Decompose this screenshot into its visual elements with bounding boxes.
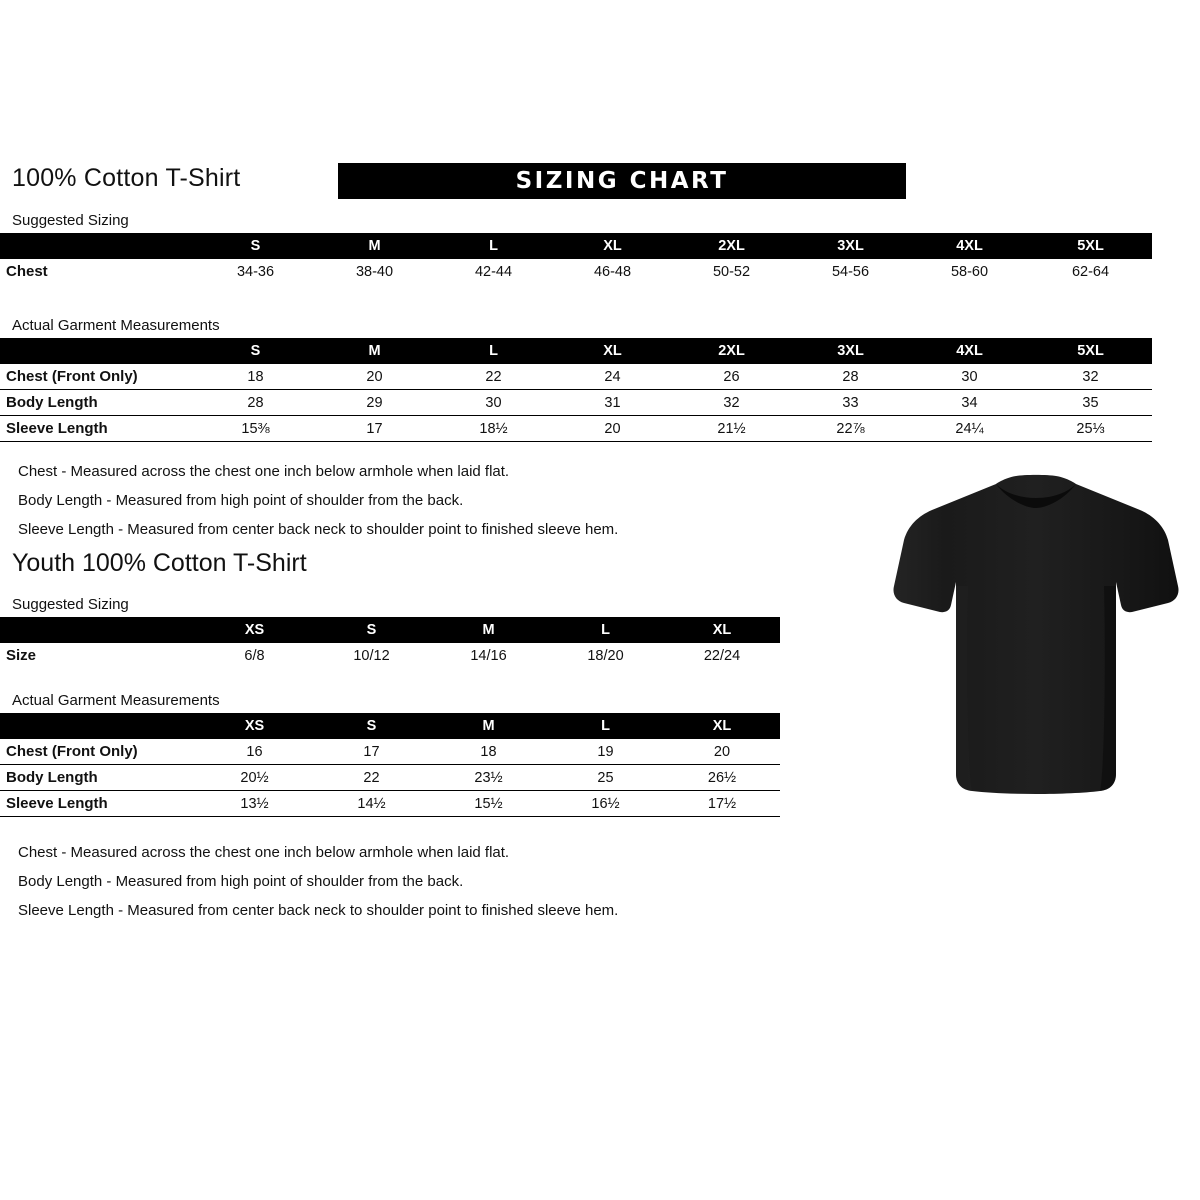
table-row [0, 416, 1152, 442]
col-header: S [366, 718, 377, 734]
col-header: XS [244, 622, 265, 638]
cell: 42-44 [474, 263, 513, 280]
cell: 34-36 [236, 263, 275, 280]
cell: 22 [313, 765, 430, 791]
youth-suggested-caption: Suggested Sizing [12, 596, 129, 613]
cell: 29 [315, 390, 434, 416]
cell: 14/16 [470, 647, 507, 664]
cell: 35 [1029, 390, 1152, 416]
table-header-row [0, 233, 1152, 259]
cell: 20 [553, 416, 672, 442]
sizing-chart-banner-label: SIZING CHART [515, 168, 729, 194]
cell: 18/20 [587, 647, 624, 664]
col-header [0, 233, 196, 259]
row-label: Chest (Front Only) [0, 739, 196, 765]
youth-actual-table [0, 713, 780, 817]
cell: 13½ [196, 791, 313, 817]
adult-note-body-length: Body Length - Measured from high point of shoulder from the back. [18, 492, 464, 509]
youth-section-title: Youth 100% Cotton T-Shirt [12, 549, 307, 577]
cell: 30 [910, 364, 1029, 390]
cell: 20 [315, 364, 434, 390]
cell: 25 [547, 765, 664, 791]
adult-actual-table [0, 338, 1152, 442]
table-header-row [0, 617, 780, 643]
col-header: L [489, 238, 498, 254]
col-header: 3XL [837, 343, 864, 359]
cell: 32 [672, 390, 791, 416]
cell: 26 [672, 364, 791, 390]
cell: 22⅞ [791, 416, 910, 442]
adult-note-chest: Chest - Measured across the chest one inch below armhole when laid flat. [18, 463, 510, 480]
cell: 34 [910, 390, 1029, 416]
cell: 18½ [434, 416, 553, 442]
col-header: M [368, 238, 381, 254]
product-image [892, 474, 1180, 810]
col-header: L [601, 718, 610, 734]
cell: 16½ [547, 791, 664, 817]
table-row [0, 364, 1152, 390]
cell: 15½ [430, 791, 547, 817]
youth-note-body-length: Body Length - Measured from high point of shoulder from the back. [18, 873, 464, 890]
col-header [0, 617, 196, 643]
col-header: L [489, 343, 498, 359]
cell: 25⅓ [1029, 416, 1152, 442]
cell: 14½ [313, 791, 430, 817]
youth-actual-caption: Actual Garment Measurements [12, 692, 220, 709]
col-header: 5XL [1077, 343, 1104, 359]
row-label: Body Length [0, 390, 196, 416]
table-header-row [0, 338, 1152, 364]
youth-note-sleeve-length: Sleeve Length - Measured from center back neck to shoulder point to finished sleeve hem. [18, 902, 619, 919]
cell: 20 [664, 739, 780, 765]
youth-note-chest: Chest - Measured across the chest one inch below armhole when laid flat. [18, 844, 510, 861]
row-label: Chest (Front Only) [0, 364, 196, 390]
cell: 16 [196, 739, 313, 765]
cell: 33 [791, 390, 910, 416]
sizing-chart-banner [338, 163, 906, 199]
col-header: 2XL [718, 343, 745, 359]
table-row [0, 739, 780, 765]
cell: 58-60 [950, 263, 989, 280]
col-header: S [366, 622, 377, 638]
col-header: M [482, 718, 495, 734]
cell: 22 [434, 364, 553, 390]
col-header: 5XL [1077, 238, 1104, 254]
row-label: Chest [6, 263, 48, 280]
table-row [0, 765, 780, 791]
black-t-shirt-icon [892, 474, 1180, 810]
youth-suggested-table [0, 617, 780, 668]
cell: 31 [553, 390, 672, 416]
cell: 18 [196, 364, 315, 390]
table-row [0, 791, 780, 817]
cell: 24¼ [910, 416, 1029, 442]
cell: 17½ [664, 791, 780, 817]
cell: 17 [313, 739, 430, 765]
col-header: 3XL [837, 238, 864, 254]
cell: 24 [553, 364, 672, 390]
cell: 22/24 [703, 647, 741, 664]
cell: 19 [547, 739, 664, 765]
table-row [0, 390, 1152, 416]
cell: 20½ [196, 765, 313, 791]
adult-suggested-caption: Suggested Sizing [12, 212, 129, 229]
col-header: 4XL [956, 238, 983, 254]
table-header-row [0, 713, 780, 739]
row-label: Body Length [0, 765, 196, 791]
cell: 26½ [664, 765, 780, 791]
col-header: L [601, 622, 610, 638]
col-header: XL [603, 238, 622, 254]
row-label: Sleeve Length [0, 416, 196, 442]
cell: 62-64 [1071, 263, 1110, 280]
cell: 38-40 [355, 263, 394, 280]
row-label: Sleeve Length [0, 791, 196, 817]
col-header: XL [712, 622, 732, 638]
adult-suggested-table [0, 233, 1152, 284]
col-header: M [368, 343, 381, 359]
col-header [0, 338, 196, 364]
cell: 6/8 [244, 647, 265, 664]
col-header: 4XL [956, 343, 983, 359]
cell: 17 [315, 416, 434, 442]
col-header: M [482, 622, 495, 638]
col-header [0, 713, 196, 739]
row-label: Size [6, 647, 37, 664]
cell: 54-56 [831, 263, 870, 280]
cell: 15⅜ [196, 416, 315, 442]
cell: 50-52 [712, 263, 751, 280]
cell: 28 [196, 390, 315, 416]
cell: 18 [430, 739, 547, 765]
cell: 21½ [672, 416, 791, 442]
cell: 28 [791, 364, 910, 390]
adult-note-sleeve-length: Sleeve Length - Measured from center back neck to shoulder point to finished sleeve hem. [18, 521, 619, 538]
col-header: 2XL [718, 238, 745, 254]
col-header: XS [244, 718, 265, 734]
table-row [0, 259, 1152, 284]
col-header: XL [603, 343, 622, 359]
cell: 10/12 [353, 647, 390, 664]
cell: 46-48 [593, 263, 632, 280]
col-header: S [250, 238, 261, 254]
adult-section-title: 100% Cotton T-Shirt [12, 164, 241, 192]
col-header: S [250, 343, 261, 359]
cell: 32 [1029, 364, 1152, 390]
col-header: XL [712, 718, 732, 734]
table-row [0, 643, 780, 668]
adult-actual-caption: Actual Garment Measurements [12, 317, 220, 334]
cell: 23½ [430, 765, 547, 791]
cell: 30 [434, 390, 553, 416]
